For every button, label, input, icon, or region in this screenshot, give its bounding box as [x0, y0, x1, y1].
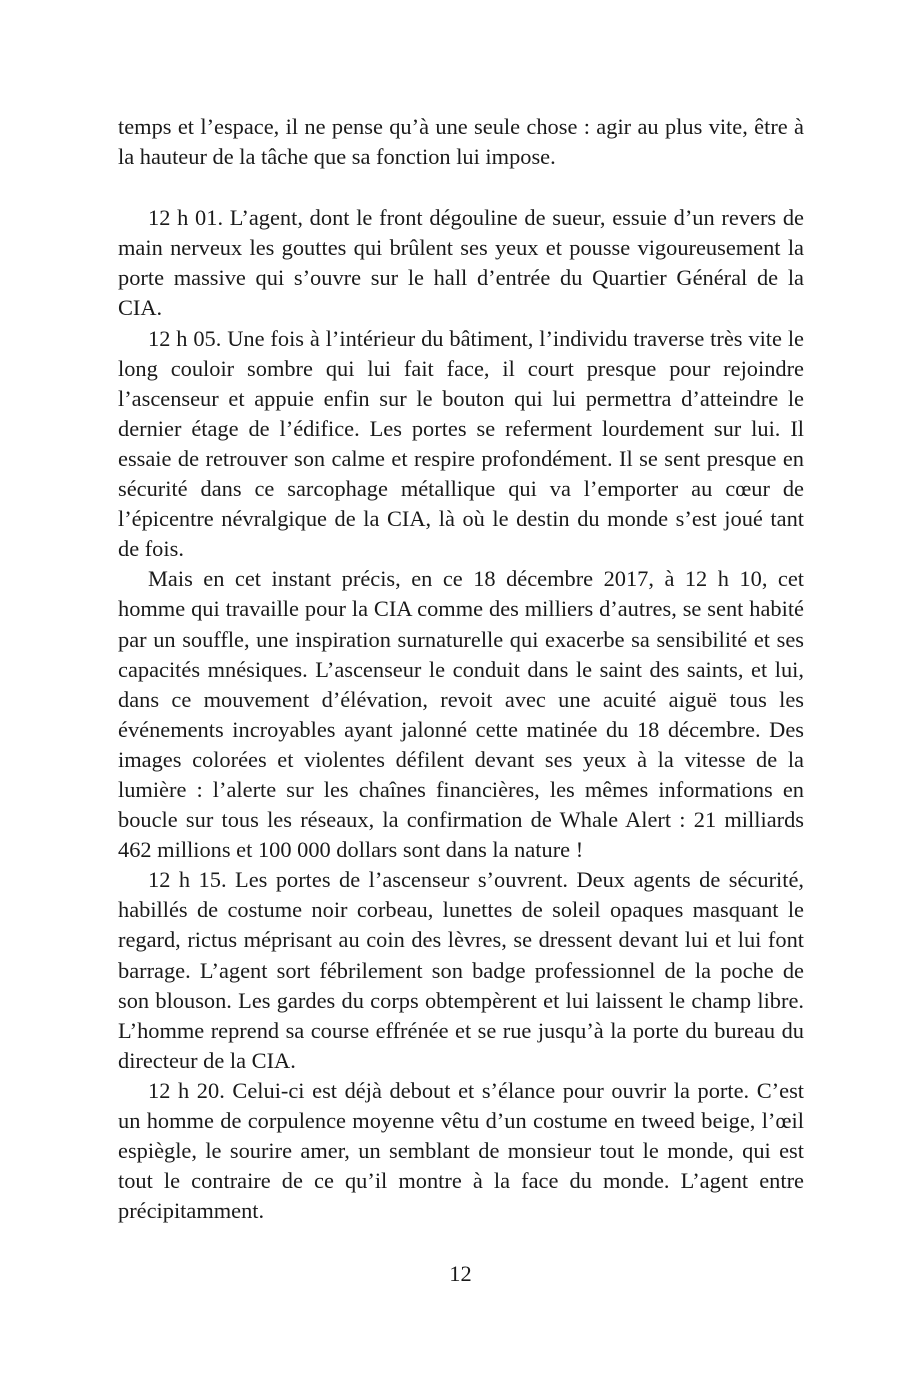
section-break: [118, 172, 804, 203]
paragraph-12h01: 12 h 01. L’agent, dont le front dégouline de sueur, essuie d’un revers de main nerveux les gouttes qui brûlent ses yeux et pousse vigoureusement la porte massive qui s’ouvre sur le hall d’entrée du Quartier Général de la CIA.: [118, 205, 804, 321]
paragraph-12h20: 12 h 20. Celui-ci est déjà debout et s’élance pour ouvrir la porte. C’est un homme de corpulence moyenne vêtu d’un costume en tweed beige, l’œil espiègle, le sourire amer, un semblant de monsieur tout le monde, qui est tout le contraire de ce qu’il montre à la face du monde. L’agent entre précipitamment.: [118, 1077, 804, 1224]
page-body: [118, 112, 804, 1226]
paragraph-12h10: Mais en cet instant précis, en ce 18 décembre 2017, à 12 h 10, cet homme qui travaille pour la CIA comme des milliers d’autres, se sent habité par un souffle, une inspiration surnaturelle qui exacerbe sa sensibilité et ses capacités mnésiques. L’ascenseur le conduit dans le saint des saints, et lui, dans ce mouvement d’élévation, revoit avec une acuité aiguë tous les événements incroyables ayant jalonné cette matinée du 18 décembre. Des images colorées et violentes défilent devant ses yeux à la vitesse de la lumière : l’alerte sur les chaînes financières, les mêmes informations en boucle sur tous les réseaux, la confirmation de Whale Alert : 21 milliards 462 millions et 100 000 dollars sont dans la nature !: [118, 566, 804, 863]
paragraph-12h05: 12 h 05. Une fois à l’intérieur du bâtiment, l’individu traverse très vite le long couloir sombre qui lui fait face, il court presque pour rejoindre l’ascenseur et appuie enfin sur le bouton qui lui permettra d’atteindre le dernier étage de l’édifice. Les portes se referment lourdement sur lui. Il essaie de retrouver son calme et respire profondément. Il se sent presque en sécurité dans ce sarcophage métallique qui va l’emporter au cœur de l’épicentre névralgique de la CIA, là où le destin du monde s’est joué tant de fois.: [118, 325, 804, 562]
paragraph-continuation: temps et l’espace, il ne pense qu’à une seule chose : agir au plus vite, être à la hauteur de la tâche que sa fonction lui impose.: [118, 114, 804, 170]
paragraph-12h15: 12 h 15. Les portes de l’ascenseur s’ouvrent. Deux agents de sécurité, habillés de costume noir corbeau, lunettes de soleil opaques masquant le regard, rictus méprisant au coin des lèvres, se dressent devant lui et lui font barrage. L’agent sort fébrilement son badge professionnel de la poche de son blouson. Les gardes du corps obtempèrent et lui laissent le champ libre. L’homme reprend sa course effrénée et se rue jusqu’à la porte du bureau du directeur de la CIA.: [118, 867, 804, 1073]
page-number: 12: [449, 1261, 472, 1286]
